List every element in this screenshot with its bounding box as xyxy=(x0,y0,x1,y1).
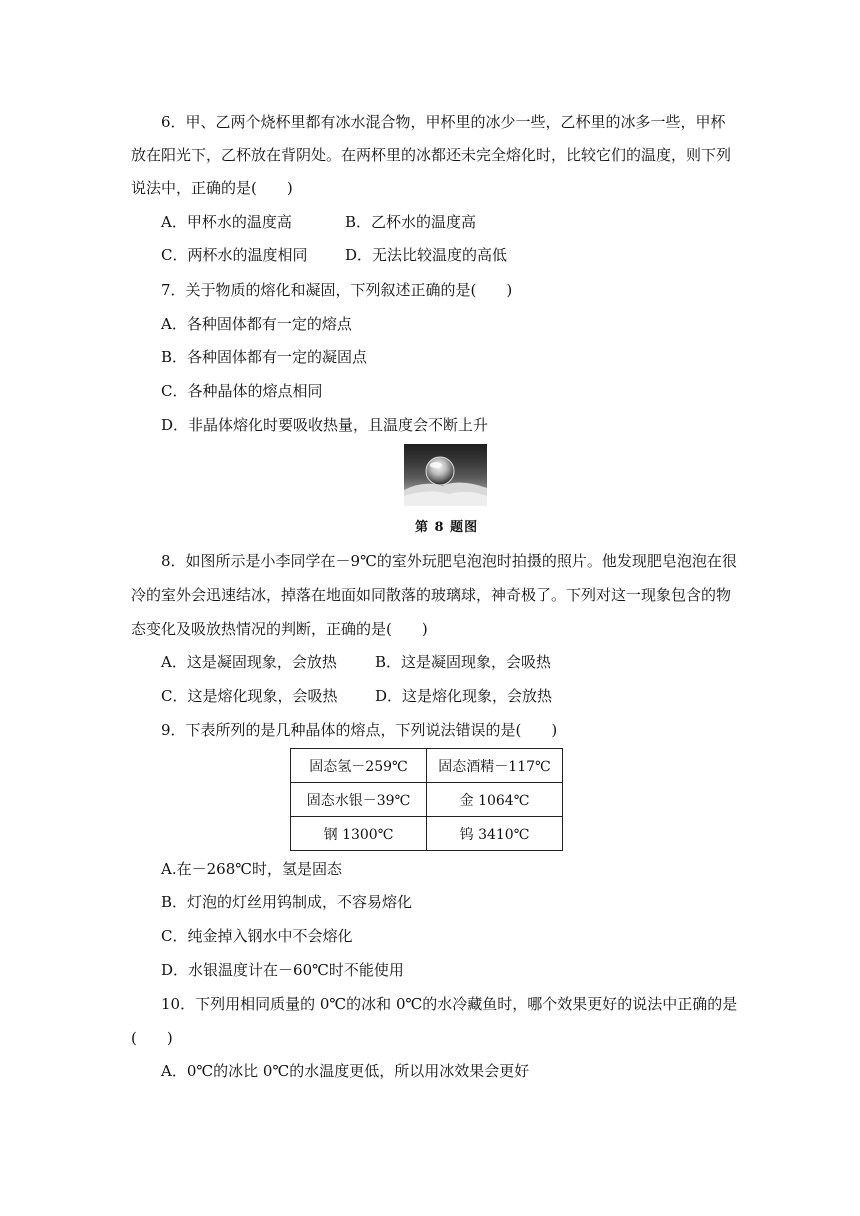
q8-option-c: C．这是熔化现象，会吸热 xyxy=(161,687,338,705)
table-cell: 钢 1300℃ xyxy=(291,817,427,851)
q9-option-a: A.在－268℃时，氢是固态 xyxy=(161,860,343,878)
figure-caption: 第 8 题图 xyxy=(415,520,479,535)
q8-option-b: B．这是凝固现象，会吸热 xyxy=(375,653,552,671)
q8-option-d: D．这是熔化现象，会放热 xyxy=(375,687,553,705)
q9-option-b: B．灯泡的灯丝用钨制成，不容易熔化 xyxy=(161,893,413,911)
q6-option-b: B．乙杯水的温度高 xyxy=(345,213,477,231)
q6-stem-line-2: 放在阳光下，乙杯放在背阴处。在两杯里的冰都还未完全熔化时，比较它们的温度，则下列 xyxy=(131,146,732,164)
q9-stem: 9．下表所列的是几种晶体的熔点，下列说法错误的是( ) xyxy=(161,721,558,739)
q7-stem: 7．关于物质的熔化和凝固，下列叙述正确的是( ) xyxy=(161,281,513,299)
q8-stem-line-1: 8．如图所示是小李同学在－9℃的室外玩肥皂泡泡时拍摄的照片。他发现肥皂泡泡在很 xyxy=(161,552,737,570)
table-row xyxy=(291,783,563,817)
q7-option-a: A．各种固体都有一定的熔点 xyxy=(161,315,352,333)
q10-stem-line-1: 10．下列用相同质量的 0℃的冰和 0℃的水冷藏鱼时，哪个效果更好的说法中正确的是 xyxy=(161,995,738,1013)
table-cell: 钨 3410℃ xyxy=(427,817,563,851)
q7-option-b: B．各种固体都有一定的凝固点 xyxy=(161,348,368,366)
q8-stem-line-3: 态变化及吸放热情况的判断，正确的是( ) xyxy=(131,620,428,638)
q6-stem-line-1: 6．甲、乙两个烧杯里都有冰水混合物，甲杯里的冰少一些，乙杯里的冰多一些，甲杯 xyxy=(161,113,726,131)
melting-point-table xyxy=(290,748,563,851)
q8-stem-line-2: 冷的室外会迅速结冰，掉落在地面如同散落的玻璃球，神奇极了。下列对这一现象包含的物 xyxy=(131,586,732,604)
table-cell: 固态水银－39℃ xyxy=(291,783,427,817)
q6-option-a: A．甲杯水的温度高 xyxy=(161,213,292,231)
q6-option-c: C．两杯水的温度相同 xyxy=(161,246,308,264)
table-cell: 金 1064℃ xyxy=(427,783,563,817)
q10-option-a: A．0℃的冰比 0℃的水温度更低，所以用冰效果会更好 xyxy=(161,1062,530,1080)
q9-option-d: D．水银温度计在－60℃时不能使用 xyxy=(161,961,404,979)
q7-option-c: C．各种晶体的熔点相同 xyxy=(161,382,323,400)
table-row xyxy=(291,749,563,783)
q7-option-d: D．非晶体熔化时要吸收热量，且温度会不断上升 xyxy=(161,416,489,434)
frozen-bubble-photo xyxy=(404,444,487,506)
table-cell: 固态氢－259℃ xyxy=(291,749,427,783)
q6-stem-line-3: 说法中，正确的是( ) xyxy=(131,179,293,197)
q8-option-a: A．这是凝固现象，会放热 xyxy=(161,653,337,671)
q10-stem-line-2: ( ) xyxy=(131,1029,173,1047)
q9-option-c: C．纯金掉入钢水中不会熔化 xyxy=(161,927,353,945)
q6-option-d: D．无法比较温度的高低 xyxy=(345,246,508,264)
table-cell: 固态酒精－117℃ xyxy=(427,749,563,783)
table-row xyxy=(291,817,563,851)
